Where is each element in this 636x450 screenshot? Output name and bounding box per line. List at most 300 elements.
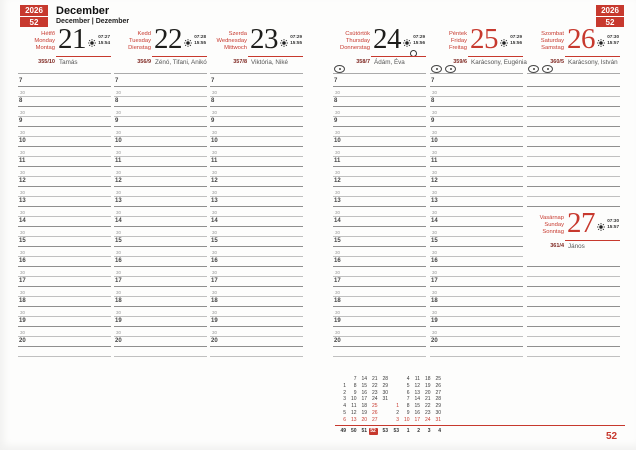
year-label: 2026	[596, 5, 624, 17]
mini-calendar-day: 27	[371, 416, 378, 423]
mini-calendar-day: 19	[424, 382, 431, 389]
half-hour-line	[114, 276, 207, 277]
sunset-time: 15:54	[98, 39, 110, 45]
hour-label: 20	[431, 338, 438, 344]
name-day: Viktória, Niké	[251, 59, 288, 66]
hour-line	[527, 106, 620, 107]
hour-label: 7	[211, 78, 215, 84]
hour-label: 16	[211, 258, 218, 264]
sunset-time: 15:55	[194, 39, 206, 45]
day-of-year: 360/5	[550, 59, 564, 65]
hour-label: 17	[431, 278, 438, 284]
hour-label: 7	[431, 78, 435, 84]
hour-line	[114, 206, 207, 207]
day-name: Tuesday	[128, 37, 151, 44]
hour-line	[527, 326, 620, 327]
hour-line	[114, 286, 207, 287]
mini-calendar-day: 18	[424, 376, 431, 382]
half-hour-line	[527, 196, 620, 197]
sunset-time: 15:56	[413, 39, 425, 45]
hour-line	[18, 306, 111, 307]
hour-label: 9	[19, 118, 23, 124]
half-hour-label: 30	[212, 170, 218, 175]
holiday-marker-icon	[528, 65, 539, 73]
mini-calendar-day: 27	[435, 389, 441, 396]
hour-line	[18, 206, 111, 207]
hour-line	[430, 326, 523, 327]
hour-line	[527, 306, 620, 307]
day-column	[210, 0, 303, 450]
hour-line	[430, 346, 523, 347]
day-number: 22	[154, 23, 182, 55]
hour-label: 12	[431, 178, 438, 184]
hour-line	[210, 346, 303, 347]
hour-label: 13	[211, 198, 218, 204]
day-header	[18, 23, 111, 74]
day-name-labels	[333, 31, 370, 52]
hour-label: 10	[334, 138, 341, 144]
mini-calendar-day: 4	[343, 403, 346, 410]
half-hour-label: 30	[20, 290, 26, 295]
half-hour-label: 30	[212, 210, 218, 215]
hour-label: 8	[211, 98, 215, 104]
sunrise-sunset-icon	[403, 34, 411, 52]
hour-label: 18	[19, 298, 26, 304]
hour-label: 7	[334, 78, 338, 84]
half-hour-label: 30	[20, 110, 26, 115]
half-hour-line	[333, 296, 426, 297]
half-hour-line	[527, 316, 620, 317]
half-hour-label: 30	[212, 270, 218, 275]
hour-label: 7	[19, 78, 23, 84]
hour-line	[114, 226, 207, 227]
day-header	[114, 23, 207, 74]
day-name: Szombat	[541, 31, 564, 37]
day-number: 21	[58, 23, 86, 55]
half-hour-line	[210, 276, 303, 277]
hour-label: 18	[211, 298, 218, 304]
hour-line	[210, 266, 303, 267]
mini-calendar-day: 30	[382, 389, 388, 396]
hour-label: 10	[19, 138, 26, 144]
half-hour-line	[430, 236, 523, 237]
half-hour-label: 30	[335, 270, 341, 275]
half-hour-label: 30	[116, 330, 122, 335]
half-hour-label: 30	[432, 290, 438, 295]
sunrise-time: 07:27	[98, 34, 110, 39]
half-hour-label: 30	[432, 330, 438, 335]
sun-times	[290, 34, 302, 45]
mini-calendar-day: 3	[396, 416, 399, 423]
mini-calendar-day: 11	[351, 403, 357, 410]
hour-line	[527, 186, 620, 187]
half-hour-label: 30	[116, 290, 122, 295]
half-hour-line	[114, 236, 207, 237]
half-hour-label: 30	[432, 210, 438, 215]
week-number: 50	[350, 428, 357, 434]
day-name: Saturday	[540, 37, 564, 44]
hour-line	[430, 86, 523, 87]
day-number: 27	[567, 207, 595, 239]
hour-label: 15	[211, 238, 218, 244]
hour-label: 7	[115, 78, 119, 84]
day-column	[18, 0, 111, 450]
hour-label: 14	[115, 218, 122, 224]
day-header	[210, 23, 303, 74]
half-hour-label: 30	[432, 270, 438, 275]
sunrise-sunset-icon	[597, 34, 605, 52]
sun-times	[98, 34, 110, 45]
half-hour-label: 30	[212, 110, 218, 115]
half-hour-line	[333, 216, 426, 217]
day-header	[527, 23, 620, 74]
hour-label: 19	[211, 318, 218, 324]
sun-times	[607, 34, 619, 45]
half-hour-label: 30	[116, 190, 122, 195]
hour-line	[430, 266, 523, 267]
day-of-year: 355/10	[38, 59, 55, 65]
hour-line	[333, 266, 426, 267]
half-hour-line	[18, 256, 111, 257]
half-hour-line	[527, 276, 620, 277]
half-hour-line	[430, 116, 523, 117]
mini-calendar-day: 17	[414, 416, 420, 423]
half-hour-line	[430, 336, 523, 337]
mini-calendar-day: 22	[424, 403, 431, 410]
hour-label: 18	[431, 298, 438, 304]
holiday-marker-icon	[445, 65, 456, 73]
sunrise-time: 07:29	[510, 34, 522, 39]
half-hour-line	[333, 316, 426, 317]
hour-label: 17	[115, 278, 122, 284]
hour-line	[18, 326, 111, 327]
day-name: Wednesday	[216, 37, 247, 44]
hour-line	[18, 286, 111, 287]
hour-line	[430, 306, 523, 307]
hour-line	[210, 286, 303, 287]
half-hour-label: 30	[116, 210, 122, 215]
mini-calendar-day: 10	[403, 416, 410, 423]
holiday-markers	[334, 65, 345, 73]
hour-line	[333, 286, 426, 287]
holiday-markers	[431, 65, 456, 73]
hour-line	[527, 346, 620, 347]
half-hour-line	[18, 116, 111, 117]
half-hour-label: 30	[116, 310, 122, 315]
hour-label: 9	[115, 118, 119, 124]
day-name: Vasárnap	[539, 215, 564, 221]
half-hour-label: 30	[335, 190, 341, 195]
hour-label: 14	[431, 218, 438, 224]
day-name: Mittwoch	[224, 44, 247, 51]
week-number: 51	[361, 428, 367, 434]
name-day: Ádám, Éva	[374, 59, 405, 66]
half-hour-line	[430, 296, 523, 297]
half-hour-line	[333, 356, 426, 357]
half-hour-line	[114, 176, 207, 177]
hour-line	[333, 346, 426, 347]
mini-calendar-day: 23	[424, 410, 431, 416]
mini-calendar-day: 14	[414, 396, 420, 403]
half-hour-label: 30	[20, 250, 26, 255]
mini-calendar-day: 18	[361, 403, 367, 410]
mini-calendar-day: 5	[406, 382, 410, 389]
day-column	[527, 0, 620, 450]
half-hour-label: 30	[335, 150, 341, 155]
mini-calendar-day: 2	[343, 389, 346, 396]
mini-calendar-day: 6	[343, 416, 346, 423]
hour-label: 10	[211, 138, 218, 144]
half-hour-line	[430, 156, 523, 157]
half-hour-line	[333, 196, 426, 197]
sunrise-sunset-icon	[500, 34, 508, 52]
half-hour-line	[333, 136, 426, 137]
mini-calendar-day: 11	[414, 376, 420, 382]
header-separator	[333, 73, 426, 74]
half-hour-line	[210, 176, 303, 177]
hour-line	[430, 146, 523, 147]
half-hour-line	[18, 196, 111, 197]
hour-line	[18, 166, 111, 167]
day-name: Sonntag	[542, 228, 564, 235]
sunrise-time: 07:29	[413, 34, 425, 39]
hour-line	[210, 106, 303, 107]
hour-line	[18, 146, 111, 147]
half-hour-label: 30	[432, 230, 438, 235]
half-hour-label: 30	[335, 130, 341, 135]
half-hour-line	[430, 256, 523, 257]
day-of-year: 356/9	[137, 59, 151, 65]
sunset-time: 15:56	[510, 39, 522, 45]
hour-line	[210, 186, 303, 187]
mini-calendar-day: 13	[350, 416, 357, 423]
half-hour-line	[210, 296, 303, 297]
hour-label: 18	[115, 298, 122, 304]
hour-line	[114, 126, 207, 127]
day-name: Donnerstag	[340, 44, 370, 51]
holiday-marker-icon	[431, 65, 442, 73]
half-hour-label: 30	[212, 190, 218, 195]
half-hour-line	[114, 316, 207, 317]
half-hour-label: 30	[20, 230, 26, 235]
hour-label: 17	[19, 278, 26, 284]
hour-line	[527, 86, 620, 87]
hour-line	[333, 186, 426, 187]
half-hour-label: 30	[335, 250, 341, 255]
day-number: 25	[470, 23, 498, 55]
half-hour-label: 30	[20, 170, 26, 175]
sunrise-sunset-icon	[88, 34, 96, 52]
hour-label: 20	[211, 338, 218, 344]
half-hour-label: 30	[335, 290, 341, 295]
hour-label: 19	[431, 318, 438, 324]
half-hour-label: 30	[432, 170, 438, 175]
half-hour-line	[114, 216, 207, 217]
mini-calendar-day: 16	[361, 389, 367, 396]
hour-line	[210, 86, 303, 87]
name-day: Tamás	[59, 59, 78, 66]
week-label: 52	[605, 18, 615, 27]
day-number: 23	[250, 23, 278, 55]
sunrise-sunset-block	[500, 34, 522, 52]
hour-line	[430, 226, 523, 227]
mini-calendar-day: 25	[371, 403, 378, 410]
hour-label: 20	[19, 338, 26, 344]
half-hour-label: 30	[116, 250, 122, 255]
hour-label: 8	[431, 98, 435, 104]
day-name: Csütörtök	[345, 31, 370, 37]
hour-line	[430, 186, 523, 187]
hour-line	[18, 86, 111, 87]
half-hour-label: 30	[20, 310, 26, 315]
half-hour-line	[210, 96, 303, 97]
hour-label: 9	[431, 118, 435, 124]
hour-label: 8	[334, 98, 338, 104]
hour-label: 16	[115, 258, 122, 264]
mini-calendar-day: 22	[371, 382, 378, 389]
mini-calendar-day: 20	[424, 389, 431, 396]
half-hour-line	[210, 216, 303, 217]
hour-label: 11	[115, 158, 122, 164]
mini-calendar-day: 17	[361, 396, 367, 403]
mini-calendar-day: 28	[382, 376, 388, 382]
half-hour-line	[114, 116, 207, 117]
hour-line	[18, 186, 111, 187]
hour-line	[527, 166, 620, 167]
sunrise-sunset-icon	[280, 34, 288, 52]
day-of-year: 359/6	[453, 59, 467, 65]
half-hour-line	[210, 136, 303, 137]
mini-calendar-day: 24	[424, 416, 431, 423]
mini-calendar-day: 7	[353, 376, 357, 382]
half-hour-line	[430, 276, 523, 277]
day-name: Hétfő	[41, 31, 55, 37]
hour-line	[430, 166, 523, 167]
half-hour-line	[527, 116, 620, 117]
hour-line	[18, 346, 111, 347]
hour-label: 13	[334, 198, 341, 204]
hour-line	[430, 246, 523, 247]
half-hour-label: 30	[116, 170, 122, 175]
mini-calendar-day: 28	[435, 396, 441, 403]
mini-calendar-day: 14	[361, 376, 367, 382]
day-of-year: 358/7	[356, 59, 370, 65]
hour-label: 11	[431, 158, 438, 164]
mini-calendar-day: 26	[435, 382, 441, 389]
hour-line	[333, 106, 426, 107]
hour-label: 17	[211, 278, 218, 284]
mini-calendar-underline	[335, 425, 625, 426]
hour-label: 12	[19, 178, 26, 184]
half-hour-label: 30	[212, 130, 218, 135]
day-name-labels	[114, 31, 151, 52]
hour-line	[527, 146, 620, 147]
hour-line	[18, 266, 111, 267]
header-underline	[56, 56, 111, 57]
hour-label: 9	[334, 118, 338, 124]
hour-label: 10	[115, 138, 122, 144]
mini-calendar-day: 26	[371, 410, 378, 416]
half-hour-label: 30	[212, 250, 218, 255]
sunset-time: 15:57	[607, 223, 619, 229]
week-number: 2	[417, 428, 420, 434]
hour-line	[114, 266, 207, 267]
half-hour-label: 30	[335, 210, 341, 215]
mini-calendar-day: 31	[435, 416, 441, 423]
hour-line	[527, 266, 620, 267]
half-hour-line	[18, 176, 111, 177]
day-number: 26	[567, 23, 595, 55]
hour-label: 9	[211, 118, 215, 124]
mini-calendar-day: 24	[371, 396, 378, 403]
sunrise-sunset-block	[280, 34, 302, 52]
hour-line	[114, 246, 207, 247]
hour-line	[333, 166, 426, 167]
half-hour-line	[527, 96, 620, 97]
half-hour-line	[430, 216, 523, 217]
sunset-time: 15:55	[290, 39, 302, 45]
half-hour-line	[210, 236, 303, 237]
day-name: Montag	[35, 44, 55, 51]
hour-label: 15	[115, 238, 122, 244]
half-hour-line	[210, 336, 303, 337]
name-day: Zénó, Tifani, Anikó	[155, 59, 207, 66]
hour-line	[114, 106, 207, 107]
half-hour-line	[114, 136, 207, 137]
half-hour-label: 30	[335, 90, 341, 95]
hour-line	[333, 206, 426, 207]
mini-calendar-day: 19	[361, 410, 367, 416]
half-hour-label: 30	[212, 290, 218, 295]
mini-calendar-day: 10	[350, 396, 357, 403]
hour-label: 15	[19, 238, 26, 244]
hour-line	[210, 126, 303, 127]
half-hour-label: 30	[116, 270, 122, 275]
half-hour-label: 30	[432, 110, 438, 115]
header-underline	[565, 240, 620, 241]
hour-label: 11	[19, 158, 26, 164]
mini-calendar-day: 16	[414, 410, 420, 416]
sunrise-sunset-icon	[597, 218, 605, 236]
day-name: Dienstag	[128, 44, 151, 51]
half-hour-line	[18, 216, 111, 217]
half-hour-line	[430, 316, 523, 317]
hour-line	[18, 106, 111, 107]
half-hour-line	[18, 136, 111, 137]
sunrise-sunset-icon	[184, 34, 192, 52]
mini-calendar-day: 4	[406, 376, 410, 382]
half-hour-line	[18, 336, 111, 337]
half-hour-line	[18, 316, 111, 317]
hour-line	[210, 166, 303, 167]
half-hour-line	[18, 296, 111, 297]
half-hour-label: 30	[20, 210, 26, 215]
mini-calendar-day: 21	[371, 376, 378, 382]
hour-line	[430, 126, 523, 127]
hour-line	[210, 226, 303, 227]
mini-calendar-day: 2	[396, 410, 399, 416]
header-underline	[152, 56, 207, 57]
mini-calendar-day: 6	[406, 389, 410, 396]
mini-calendar-day: 30	[435, 410, 441, 416]
hour-line	[333, 146, 426, 147]
hour-label: 20	[115, 338, 122, 344]
hour-label: 18	[334, 298, 341, 304]
hour-line	[18, 226, 111, 227]
mini-calendar-day: 29	[382, 382, 388, 389]
mini-calendar-day: 25	[435, 376, 441, 382]
hour-line	[527, 286, 620, 287]
